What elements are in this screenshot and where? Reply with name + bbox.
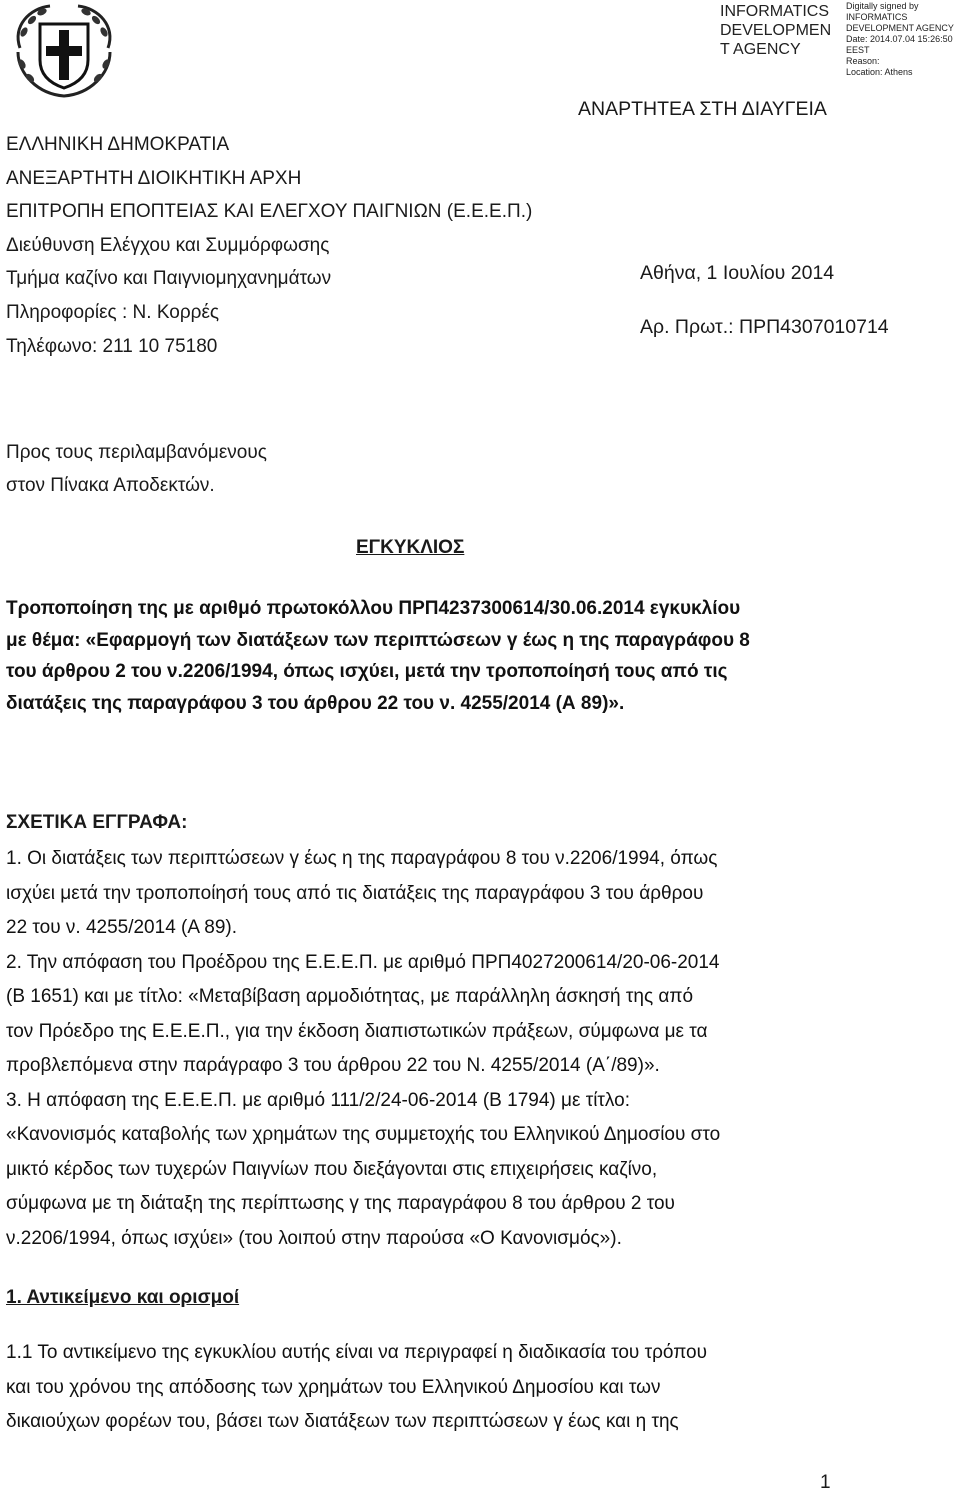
posting-note: ΑΝΑΡΤΗΤΕΑ ΣΤΗ ΔΙΑΥΓΕΙΑ: [578, 98, 827, 120]
related-documents-heading: ΣΧΕΤΙΚΑ ΕΓΓΡΑΦΑ:: [6, 812, 188, 833]
recipients-block: [6, 436, 267, 502]
signature-organization: [720, 2, 831, 59]
related-line: μικτό κέρδος των τυχερών Παιγνίων που διεξάγονται στις επιχειρήσεις καζίνο,: [6, 1158, 658, 1180]
signature-detail-line: Location: Athens: [846, 67, 913, 77]
date-line: Αθήνα, 1 Ιουλίου 2014: [640, 262, 835, 284]
signature-org-line: INFORMATICS: [720, 3, 830, 20]
signature-org-line: DEVELOPMEN: [720, 22, 832, 39]
related-documents-list: [6, 842, 720, 1256]
recipients-line: στον Πίνακα Αποδεκτών.: [6, 475, 215, 496]
signature-detail-line: Reason:: [846, 56, 880, 66]
sender-line: Διεύθυνση Ελέγχου και Συμμόρφωσης: [6, 234, 330, 256]
sender-line: Πληροφορίες : Ν. Κορρές: [6, 301, 220, 323]
recipients-line: Προς τους περιλαμβανόμενους: [6, 442, 267, 463]
section-line: και του χρόνου της απόδοσης των χρημάτων του Ελληνικού Δημοσίου και των: [6, 1376, 661, 1398]
subject-line: Τροποποίηση της με αριθμό πρωτοκόλλου ΠΡΠ4237300614/30.06.2014 εγκυκλίου: [6, 598, 741, 619]
sender-line: ΑΝΕΞΑΡΤΗΤΗ ΔΙΟΙΚΗΤΙΚΗ ΑΡΧΗ: [6, 167, 302, 189]
sender-line: Τμήμα καζίνο και Παιγνιομηχανημάτων: [6, 268, 332, 290]
signature-detail-line: Date: 2014.07.04 15:26:50: [846, 34, 953, 44]
subject-line: του άρθρου 2 του ν.2206/1994, όπως ισχύει, μετά την τροποποίησή τους από τις: [6, 661, 728, 682]
related-line: «Κανονισμός καταβολής των χρημάτων της συμμετοχής του Ελληνικού Δημοσίου στο: [6, 1124, 721, 1145]
sender-line: ΕΛΛΗΝΙΚΗ ΔΗΜΟΚΡΑΤΙΑ: [6, 134, 230, 155]
section-line: δικαιούχων φορέων του, βάσει των διατάξεων των περιπτώσεων γ έως και η της: [6, 1411, 679, 1432]
signature-detail-line: Digitally signed by: [846, 1, 919, 11]
section-heading: 1. Αντικείμενο και ορισμοί: [6, 1287, 240, 1308]
sender-line: ΕΠΙΤΡΟΠΗ ΕΠΟΠΤΕΙΑΣ ΚΑΙ ΕΛΕΓΧΟΥ ΠΑΙΓΝΙΩΝ (Ε.Ε.Ε.Π.): [6, 201, 533, 223]
related-line: ν.2206/1994, όπως ισχύει» (του λοιπού στην παρούσα «Ο Κανονισμός»).: [6, 1227, 622, 1249]
signature-detail-line: DEVELOPMENT AGENCY: [846, 23, 954, 33]
subject-line: με θέμα: «Εφαρμογή των διατάξεων των περιπτώσεων γ έως η της παραγράφου 8: [6, 629, 750, 651]
related-line: προβλεπόμενα στην παράγραφο 3 του άρθρου 22 του Ν. 4255/2014 (Α΄/89)».: [6, 1055, 660, 1076]
section-paragraph: [6, 1336, 707, 1440]
page-number: 1: [820, 1472, 831, 1493]
signature-org-line: T AGENCY: [720, 41, 801, 58]
sender-line: Τηλέφωνο: 211 10 75180: [6, 335, 218, 357]
subject-line: διατάξεις της παραγράφου 3 του άρθρου 22 του ν. 4255/2014 (Α 89)».: [6, 692, 625, 714]
related-line: σύμφωνα με τη διάταξη της περίπτωσης γ της παραγράφου 8 του άρθρου 2 του: [6, 1193, 675, 1214]
related-line: 22 του ν. 4255/2014 (Α 89).: [6, 917, 238, 938]
related-line: τον Πρόεδρο της Ε.Ε.Ε.Π., για την έκδοση διαπιστωτικών πράξεων, σύμφωνα με τα: [6, 1020, 708, 1042]
related-line: 3. Η απόφαση της Ε.Ε.Ε.Π. με αριθμό 111/2/24-06-2014 (Β 1794) με τίτλο:: [6, 1089, 630, 1111]
signature-details: [846, 1, 954, 78]
related-line: ισχύει μετά την τροποποίησή τους από τις διατάξεις της παραγράφου 3 του άρθρου: [6, 882, 704, 904]
sender-block: [6, 128, 532, 363]
related-line: 1. Οι διατάξεις των περιπτώσεων γ έως η της παραγράφου 8 του ν.2206/1994, όπως: [6, 848, 718, 869]
related-line: 2. Την απόφαση του Προέδρου της Ε.Ε.Ε.Π. με αριθμό ΠΡΠ4027200614/20-06-2014: [6, 951, 720, 973]
document-title: ΕΓΚΥΚΛΙΟΣ: [356, 537, 465, 558]
protocol-number: Αρ. Πρωτ.: ΠΡΠ4307010714: [640, 316, 889, 338]
section-line: 1.1 Το αντικείμενο της εγκυκλίου αυτής είναι να περιγραφεί η διαδικασία του τρόπου: [6, 1342, 707, 1363]
coat-of-arms-emblem: [4, 2, 124, 100]
signature-detail-line: INFORMATICS: [846, 12, 908, 22]
signature-detail-line: EEST: [846, 45, 870, 55]
subject-block: [6, 593, 750, 719]
related-line: (Β 1651) και με τίτλο: «Μεταβίβαση αρμοδιότητας, με παράλληλη άσκησή της από: [6, 986, 694, 1007]
